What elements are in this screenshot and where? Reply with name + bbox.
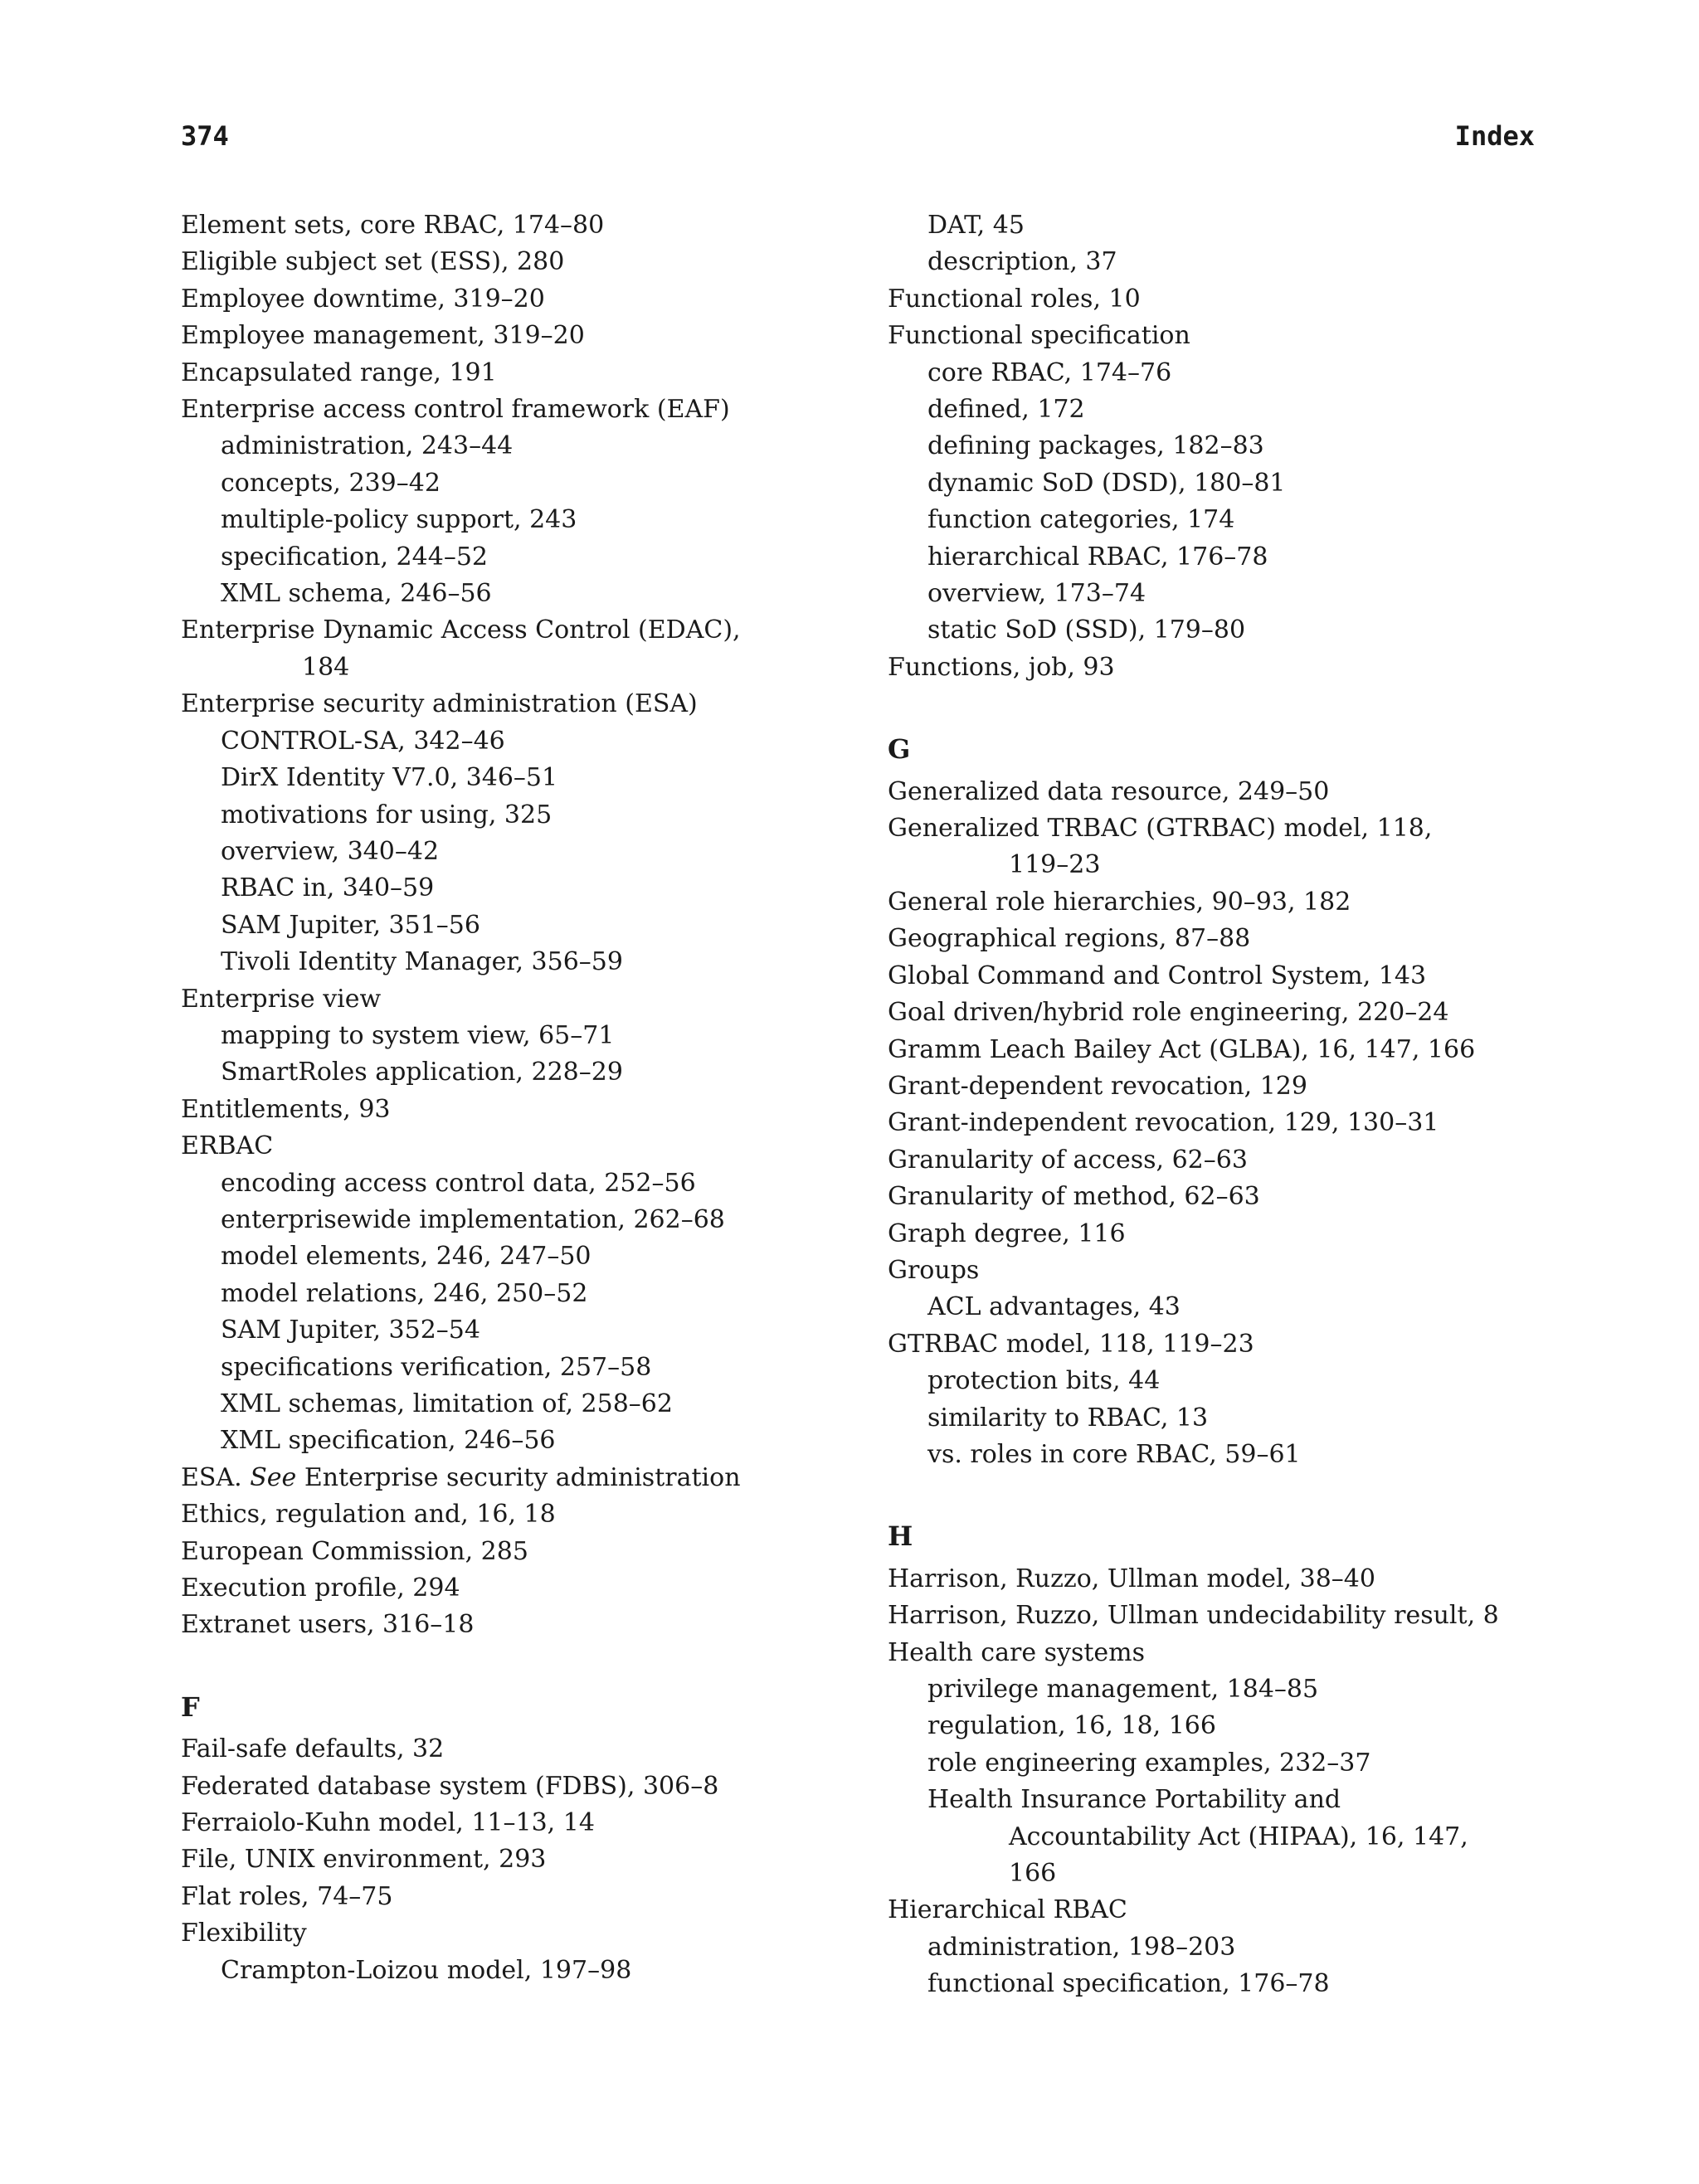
index-entry: GTRBAC model, 118, 119–23 bbox=[888, 1329, 1254, 1359]
index-subentry: SAM Jupiter, 352–54 bbox=[221, 1316, 480, 1345]
index-subentry: model relations, 246, 250–52 bbox=[221, 1278, 588, 1308]
index-subentry: encoding access control data, 252–56 bbox=[221, 1168, 696, 1198]
section-title: Index bbox=[1454, 120, 1535, 152]
index-subentry: model elements, 246, 247–50 bbox=[221, 1242, 591, 1272]
index-subentry: role engineering examples, 232–37 bbox=[927, 1748, 1371, 1778]
index-entry: Groups bbox=[888, 1255, 980, 1285]
see-label: See bbox=[250, 1462, 297, 1492]
index-entry: Encapsulated range, 191 bbox=[181, 358, 497, 387]
index-entry: European Commission, 285 bbox=[181, 1536, 528, 1566]
index-subentry: regulation, 16, 18, 166 bbox=[927, 1711, 1216, 1741]
index-letter-heading: H bbox=[888, 1520, 913, 1553]
index-entry: Ethics, regulation and, 16, 18 bbox=[181, 1500, 556, 1530]
index-see-entry bbox=[181, 1460, 911, 1496]
index-subentry: defining packages, 182–83 bbox=[927, 431, 1264, 461]
index-subentry: concepts, 239–42 bbox=[221, 468, 441, 498]
index-entry: Enterprise access control framework (EAF) bbox=[181, 395, 730, 425]
index-entry: Flat roles, 74–75 bbox=[181, 1881, 393, 1911]
index-entry: General role hierarchies, 90–93, 182 bbox=[888, 887, 1351, 917]
index-entry: Employee downtime, 319–20 bbox=[181, 284, 545, 314]
index-entry: Grant-independent revocation, 129, 130–31 bbox=[888, 1108, 1439, 1138]
index-subentry: CONTROL-SA, 342–46 bbox=[221, 726, 505, 756]
index-entry: Graph degree, 116 bbox=[888, 1218, 1126, 1248]
index-entry: Functions, job, 93 bbox=[888, 652, 1115, 682]
index-entry: Gramm Leach Bailey Act (GLBA), 16, 147, 166 bbox=[888, 1034, 1476, 1064]
index-entry: Functional specification bbox=[888, 321, 1190, 351]
index-column-left bbox=[181, 207, 911, 1989]
index-subentry: similarity to RBAC, 13 bbox=[927, 1403, 1209, 1432]
index-subentry: administration, 198–203 bbox=[927, 1932, 1236, 1962]
see-term: ESA. bbox=[181, 1462, 242, 1492]
index-entry: Granularity of access, 62–63 bbox=[888, 1145, 1248, 1175]
index-entry: Ferraiolo-Kuhn model, 11–13, 14 bbox=[181, 1808, 595, 1838]
index-entry: Element sets, core RBAC, 174–80 bbox=[181, 211, 605, 240]
index-letter-heading: G bbox=[888, 733, 911, 766]
index-subentry: DirX Identity V7.0, 346–51 bbox=[221, 763, 558, 793]
index-subentry: privilege management, 184–85 bbox=[927, 1675, 1319, 1704]
index-entry: Extranet users, 316–18 bbox=[181, 1610, 475, 1640]
index-subentry: mapping to system view, 65–71 bbox=[221, 1020, 615, 1050]
index-subentry: core RBAC, 174–76 bbox=[927, 358, 1172, 387]
index-entry: Eligible subject set (ESS), 280 bbox=[181, 247, 565, 277]
index-subentry: DAT, 45 bbox=[927, 211, 1025, 240]
index-subentry: static SoD (SSD), 179–80 bbox=[927, 615, 1246, 645]
index-entry: Generalized data resource, 249–50 bbox=[888, 776, 1330, 806]
index-entry: ERBAC bbox=[181, 1131, 274, 1161]
index-entry: Harrison, Ruzzo, Ullman undecidability result, 8 bbox=[888, 1601, 1499, 1631]
index-subentry: vs. roles in core RBAC, 59–61 bbox=[927, 1439, 1301, 1469]
index-subentry: Tivoli Identity Manager, 356–59 bbox=[221, 947, 623, 977]
index-entry: Entitlements, 93 bbox=[181, 1094, 391, 1124]
index-entry: Geographical regions, 87–88 bbox=[888, 924, 1251, 954]
index-subentry: Health Insurance Portability and bbox=[927, 1785, 1341, 1815]
index-subentry: multiple-policy support, 243 bbox=[221, 505, 577, 535]
index-subentry: motivations for using, 325 bbox=[221, 800, 553, 829]
index-subentry: XML specification, 246–56 bbox=[221, 1426, 556, 1456]
see-target: Enterprise security administration bbox=[304, 1462, 741, 1492]
index-entry: Global Command and Control System, 143 bbox=[888, 961, 1427, 990]
index-entry-continuation: Accountability Act (HIPAA), 16, 147, bbox=[1009, 1822, 1468, 1851]
index-subentry: XML schemas, limitation of, 258–62 bbox=[221, 1389, 673, 1418]
index-entry: Harrison, Ruzzo, Ullman model, 38–40 bbox=[888, 1564, 1375, 1593]
index-entry: Hierarchical RBAC bbox=[888, 1895, 1127, 1925]
index-entry-continuation: 166 bbox=[1009, 1859, 1057, 1889]
index-entry: File, UNIX environment, 293 bbox=[181, 1845, 547, 1875]
index-entry: Generalized TRBAC (GTRBAC) model, 118, bbox=[888, 814, 1433, 844]
index-entry-continuation: 119–23 bbox=[1009, 850, 1101, 880]
running-head bbox=[181, 118, 1535, 154]
index-subentry: specification, 244–52 bbox=[221, 542, 488, 572]
index-entry: Employee management, 319–20 bbox=[181, 321, 585, 351]
index-subentry: enterprisewide implementation, 262–68 bbox=[221, 1204, 725, 1234]
index-subentry: XML schema, 246–56 bbox=[221, 579, 492, 609]
page-number: 374 bbox=[181, 120, 229, 152]
index-subentry: overview, 340–42 bbox=[221, 836, 440, 866]
index-subentry: hierarchical RBAC, 176–78 bbox=[927, 542, 1268, 572]
index-entry-continuation: 184 bbox=[302, 652, 350, 682]
index-subentry: administration, 243–44 bbox=[221, 431, 514, 461]
index-entry: Federated database system (FDBS), 306–8 bbox=[181, 1771, 719, 1801]
index-column-right bbox=[888, 207, 1551, 2003]
index-subentry: specifications verification, 257–58 bbox=[221, 1352, 652, 1382]
index-letter-heading: F bbox=[181, 1690, 200, 1723]
index-entry: Granularity of method, 62–63 bbox=[888, 1182, 1260, 1212]
index-subentry: overview, 173–74 bbox=[927, 579, 1146, 609]
index-subentry: defined, 172 bbox=[927, 395, 1085, 425]
index-entry: Flexibility bbox=[181, 1919, 307, 1948]
index-subentry: SmartRoles application, 228–29 bbox=[221, 1058, 623, 1087]
index-subentry: Crampton-Loizou model, 197–98 bbox=[221, 1955, 632, 1985]
index-subentry: SAM Jupiter, 351–56 bbox=[221, 910, 480, 940]
index-subentry: function categories, 174 bbox=[927, 505, 1235, 535]
index-entry: Enterprise Dynamic Access Control (EDAC), bbox=[181, 615, 741, 645]
index-subentry: dynamic SoD (DSD), 180–81 bbox=[927, 468, 1286, 498]
index-subentry: protection bits, 44 bbox=[927, 1366, 1161, 1396]
index-entry: Goal driven/hybrid role engineering, 220–24 bbox=[888, 998, 1449, 1028]
index-subentry: RBAC in, 340–59 bbox=[221, 873, 435, 903]
index-subentry: functional specification, 176–78 bbox=[927, 1969, 1330, 1999]
index-entry: Enterprise security administration (ESA) bbox=[181, 689, 698, 719]
index-subentry: description, 37 bbox=[927, 247, 1117, 277]
index-subentry: ACL advantages, 43 bbox=[927, 1292, 1181, 1322]
index-entry: Grant-dependent revocation, 129 bbox=[888, 1071, 1307, 1101]
index-entry: Enterprise view bbox=[181, 984, 382, 1014]
index-entry: Health care systems bbox=[888, 1637, 1146, 1667]
index-entry: Fail-safe defaults, 32 bbox=[181, 1734, 445, 1764]
index-entry: Functional roles, 10 bbox=[888, 284, 1141, 314]
index-entry: Execution profile, 294 bbox=[181, 1574, 460, 1603]
